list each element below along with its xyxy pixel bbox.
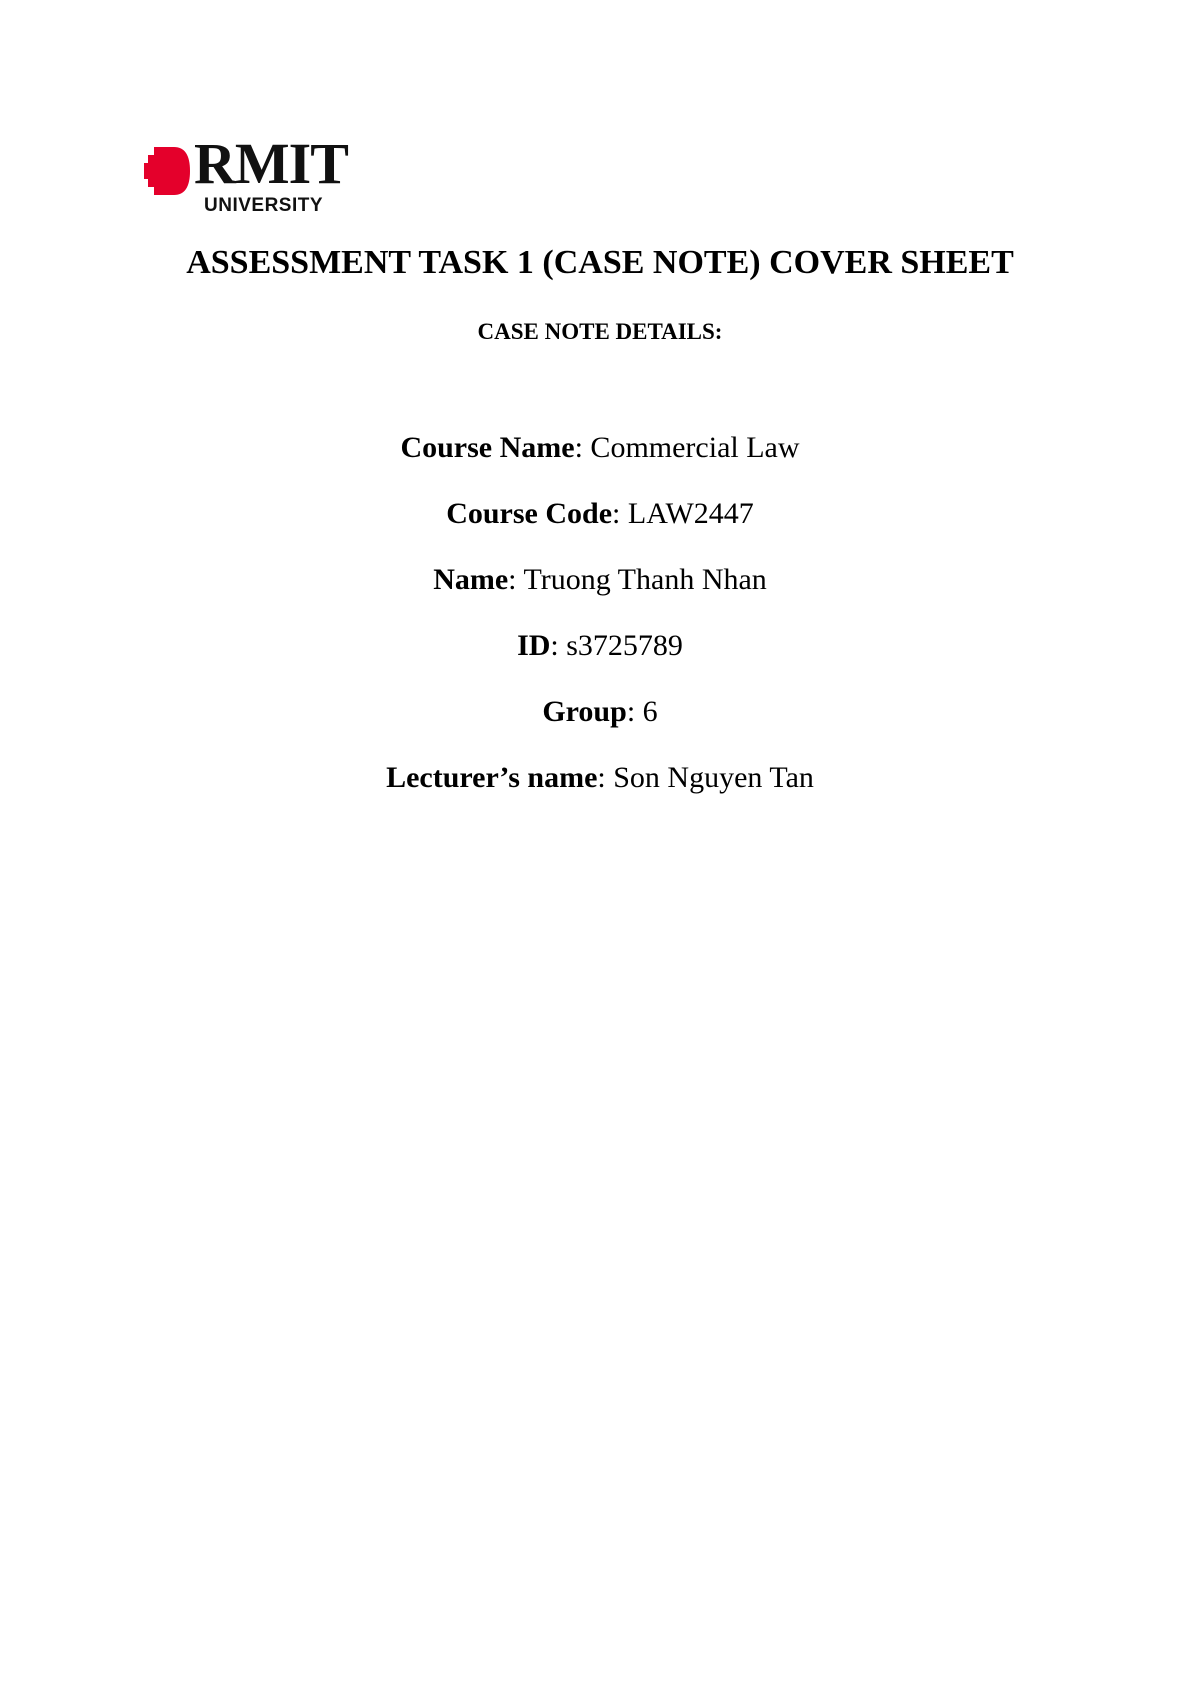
detail-value: : Commercial Law bbox=[574, 431, 800, 464]
page-title: ASSESSMENT TASK 1 (CASE NOTE) COVER SHEET bbox=[186, 244, 1014, 281]
rmit-pixel-icon bbox=[144, 147, 192, 195]
logo-wordmark: RMIT bbox=[194, 131, 348, 196]
detail-group bbox=[0, 694, 1200, 760]
detail-course-code bbox=[0, 496, 1200, 562]
detail-label: Course Name bbox=[400, 431, 575, 464]
detail-label: ID bbox=[517, 629, 551, 662]
detail-label: Group bbox=[542, 695, 627, 728]
section-heading: CASE NOTE DETAILS: bbox=[477, 319, 723, 344]
detail-value: : Son Nguyen Tan bbox=[597, 761, 814, 794]
logo-subtext: UNIVERSITY bbox=[204, 195, 324, 216]
detail-name bbox=[0, 562, 1200, 628]
detail-value: : 6 bbox=[626, 695, 658, 728]
case-note-details bbox=[0, 430, 1200, 826]
detail-lecturer bbox=[0, 760, 1200, 826]
detail-value: : s3725789 bbox=[550, 629, 683, 662]
detail-label: Name bbox=[433, 563, 509, 596]
detail-course-name bbox=[0, 430, 1200, 496]
detail-label: Lecturer’s name bbox=[386, 761, 598, 794]
detail-label: Course Code bbox=[446, 497, 613, 530]
rmit-logo bbox=[144, 131, 354, 219]
detail-value: : Truong Thanh Nhan bbox=[508, 563, 767, 596]
detail-id bbox=[0, 628, 1200, 694]
detail-value: : LAW2447 bbox=[612, 497, 754, 530]
